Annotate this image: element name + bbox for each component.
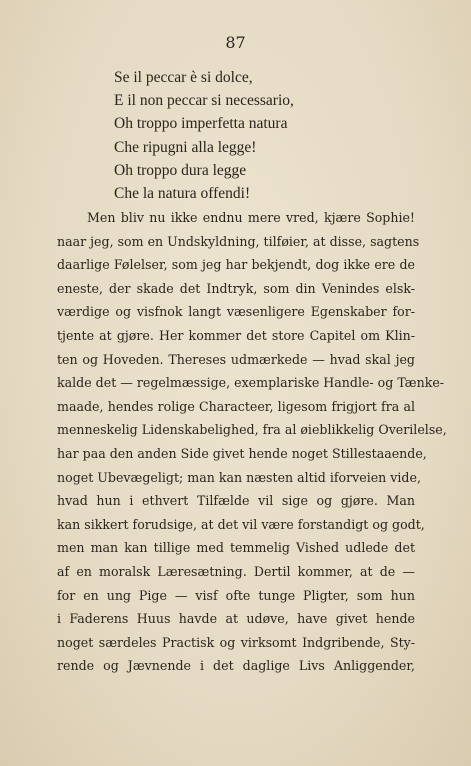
text-line: rende og Jævnende i det daglige Livs Anliggender,	[57, 658, 415, 674]
verse-line: Oh troppo imperfetta natura	[114, 115, 288, 133]
text-line: kan sikkert forudsige, at det vil være forstandigt og godt,	[57, 516, 425, 532]
verse-line: Se il peccar è si dolce,	[114, 69, 253, 86]
verse-line: Che la natura offendi!	[114, 184, 251, 202]
text-line: i Faderens Huus havde at udøve, have givet hende	[57, 611, 415, 627]
verse-line: Che ripugni alla legge!	[114, 138, 257, 156]
page-number: 87	[225, 33, 246, 52]
text-line: noget Ubevægeligt; man kan næsten altid iforveien vide,	[57, 469, 421, 485]
text-line: maade, hendes rolige Characteer, ligesom frigjort fra al	[57, 398, 415, 414]
italian-verse	[114, 66, 434, 205]
text-line: har paa den anden Side givet hende noget Stillestaaende,	[57, 445, 427, 461]
text-line: Men bliv nu ikke endnu mere vred, kjære Sophie!	[87, 210, 415, 225]
verse-line: E il non peccar si necessario,	[114, 92, 294, 110]
text-line: værdige og visfnok langt væsenligere Egenskaber for-	[57, 304, 415, 320]
text-line: daarlige Følelser, som jeg har bekjendt, dog ikke ere de	[57, 257, 415, 273]
text-line: eneste, der skade det Indtryk, som din Venindes elsk-	[57, 280, 415, 296]
text-line: af en moralsk Læresætning. Dertil kommer, at de —	[57, 563, 415, 579]
verse-line: Oh troppo dura legge	[114, 161, 247, 179]
text-line: ten og Hoveden. Thereses udmærkede — hvad skal jeg	[57, 351, 415, 367]
text-line: naar jeg, som en Undskyldning, tilføier, at disse, sagtens	[57, 233, 420, 249]
text-line: noget særdeles Practisk og virksomt Indgribende, Sty-	[57, 634, 415, 650]
text-line: men man kan tillige med temmelig Vished udlede det	[57, 540, 415, 556]
body-text	[57, 206, 447, 678]
text-line: menneskelig Lidenskabelighed, fra al øieblikkelig Overilelse,	[57, 422, 447, 438]
text-line: for en ung Pige — visf ofte tunge Pligter, som hun	[57, 587, 415, 603]
text-line: hvad hun i ethvert Tilfælde vil sige og gjøre. Man	[57, 493, 415, 509]
text-line: tjente at gjøre. Her kommer det store Capitel om Klin-	[57, 327, 415, 343]
text-line: kalde det — regelmæssige, exemplariske Handle- og Tænke-	[57, 375, 445, 391]
